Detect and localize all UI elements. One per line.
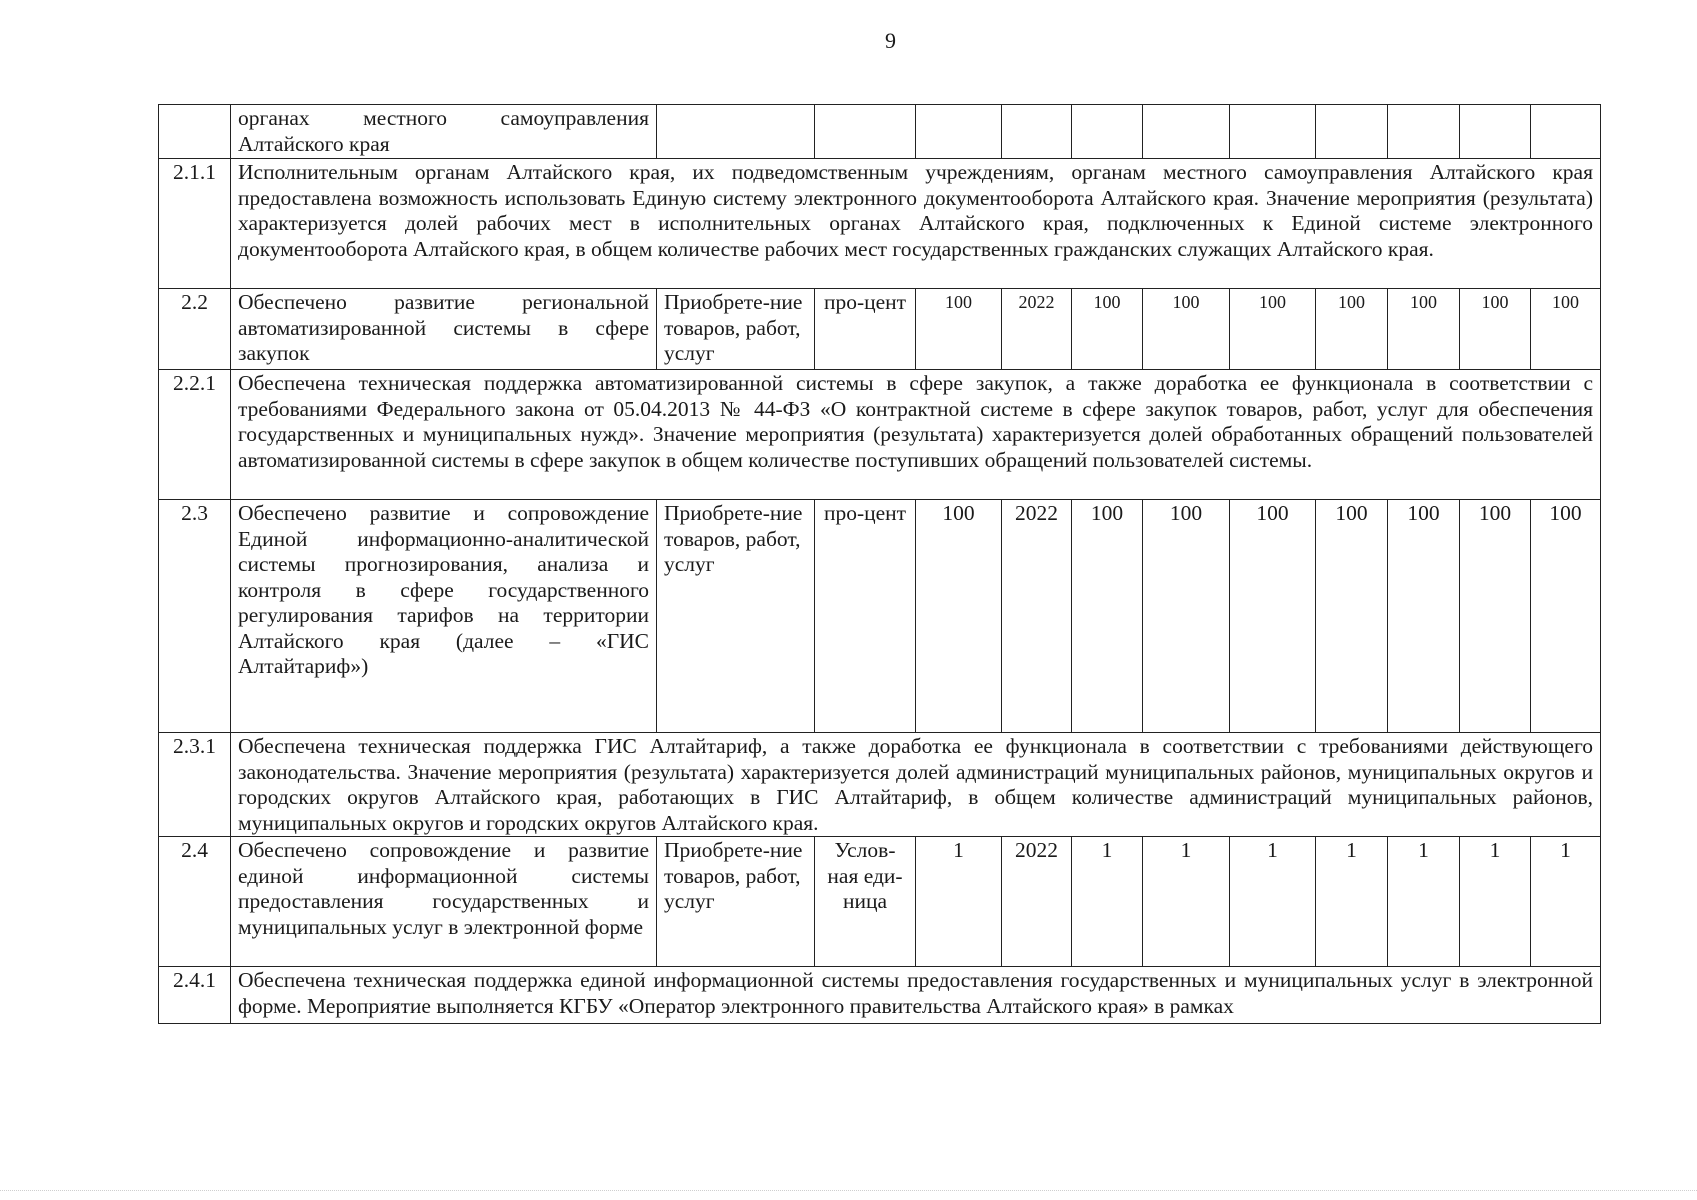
base-year: 2022 [1002, 837, 1072, 967]
target-value: 1 [1143, 837, 1230, 967]
base-value: 100 [916, 500, 1002, 733]
base-value: 1 [916, 837, 1002, 967]
target-value: 100 [1143, 500, 1230, 733]
target-value: 100 [1316, 289, 1388, 370]
target-value: 1 [1531, 837, 1601, 967]
value-cell [1388, 105, 1460, 159]
table-row [159, 733, 1601, 837]
result-type [657, 105, 815, 159]
target-value: 100 [1143, 289, 1230, 370]
result-description: Обеспечена техническая поддержка автоматизированной системы в сфере закупок, а также доработка ее функционала в соответствии с требованиями Федерального закона от 05.04.2013 № 44-ФЗ «О контрактной системе в сфере закупок товаров, работ, услуг для обеспечения государственных и муниципальных нужд». Значение мероприятия (результата) характеризуется долей обработанных обращений пользователей автоматизированной системы в сфере закупок в общем количестве поступивших обращений пользователей системы. [231, 370, 1601, 500]
base-value: 100 [916, 289, 1002, 370]
result-name: Обеспечено развитие и сопровождение Единой информационно-аналитической системы прогнозирования, анализа и контроля в сфере государственного регулирования тарифов на территории Алтайского края (далее – «ГИС Алтайтариф») [231, 500, 657, 733]
value-cell [1460, 105, 1531, 159]
result-name: Обеспечено сопровождение и развитие единой информационной системы предоставления государственных и муниципальных услуг в электронной форме [231, 837, 657, 967]
table-row [159, 289, 1601, 370]
unit-of-measure: про-цент [815, 289, 916, 370]
target-value: 100 [1531, 289, 1601, 370]
result-name: Обеспечено развитие региональной автоматизированной системы в сфере закупок [231, 289, 657, 370]
target-value: 100 [1460, 500, 1531, 733]
row-number: 2.4 [159, 837, 231, 967]
page-number: 9 [885, 28, 896, 53]
row-number: 2.2.1 [159, 370, 231, 500]
target-value: 1 [1388, 837, 1460, 967]
table-row [159, 837, 1601, 967]
table-row [159, 370, 1601, 500]
target-value: 100 [1316, 500, 1388, 733]
target-value: 100 [1072, 289, 1143, 370]
scan-artifact-line [0, 1190, 1697, 1191]
value-cell [1002, 105, 1072, 159]
target-value: 1 [1460, 837, 1531, 967]
target-value: 100 [1388, 289, 1460, 370]
target-value: 100 [1388, 500, 1460, 733]
result-type: Приобрете-ние товаров, работ, услуг [657, 500, 815, 733]
value-cell [916, 105, 1002, 159]
target-value: 100 [1072, 500, 1143, 733]
result-description: Обеспечена техническая поддержка ГИС Алтайтариф, а также доработка ее функционала в соответствии с требованиями действующего законодательства. Значение мероприятия (результата) характеризуется долей администраций муниципальных районов, муниципальных округов и городских округов Алтайского края, работающих в ГИС Алтайтариф, в общем количестве администраций муниципальных районов, муниципальных округов и городских округов Алтайского края. [231, 733, 1601, 837]
value-cell [1143, 105, 1230, 159]
target-value: 100 [1230, 500, 1316, 733]
unit-of-measure: Услов-ная еди-ница [815, 837, 916, 967]
row-number: 2.2 [159, 289, 231, 370]
target-value: 100 [1531, 500, 1601, 733]
base-year: 2022 [1002, 500, 1072, 733]
target-value: 1 [1072, 837, 1143, 967]
row-number [159, 105, 231, 159]
unit-of-measure: про-цент [815, 500, 916, 733]
target-value: 1 [1230, 837, 1316, 967]
unit-of-measure [815, 105, 916, 159]
table-row [159, 967, 1601, 1024]
value-cell [1072, 105, 1143, 159]
target-value: 100 [1460, 289, 1531, 370]
result-type: Приобрете-ние товаров, работ, услуг [657, 289, 815, 370]
measures-table [158, 104, 1601, 1024]
value-cell [1531, 105, 1601, 159]
result-type: Приобрете-ние товаров, работ, услуг [657, 837, 815, 967]
result-name: органах местного самоуправления Алтайского края [231, 105, 657, 159]
row-number: 2.4.1 [159, 967, 231, 1024]
table-row [159, 159, 1601, 289]
target-value: 100 [1230, 289, 1316, 370]
value-cell [1230, 105, 1316, 159]
target-value: 1 [1316, 837, 1388, 967]
value-cell [1316, 105, 1388, 159]
result-description: Обеспечена техническая поддержка единой информационной системы предоставления государственных и муниципальных услуг в электронной форме. Мероприятие выполняется КГБУ «Оператор электронного правительства Алтайского края» в рамках [231, 967, 1601, 1024]
base-year: 2022 [1002, 289, 1072, 370]
row-number: 2.3.1 [159, 733, 231, 837]
result-description: Исполнительным органам Алтайского края, их подведомственным учреждениям, органам местного самоуправления Алтайского края предоставлена возможность использовать Единую систему электронного документооборота Алтайского края. Значение мероприятия (результата) характеризуется долей рабочих мест в исполнительных органах Алтайского края, подключенных к Единой системе электронного документооборота Алтайского края, в общем количестве рабочих мест государственных гражданских служащих Алтайского края. [231, 159, 1601, 289]
table-row [159, 500, 1601, 733]
row-number: 2.1.1 [159, 159, 231, 289]
table-row [159, 105, 1601, 159]
row-number: 2.3 [159, 500, 231, 733]
